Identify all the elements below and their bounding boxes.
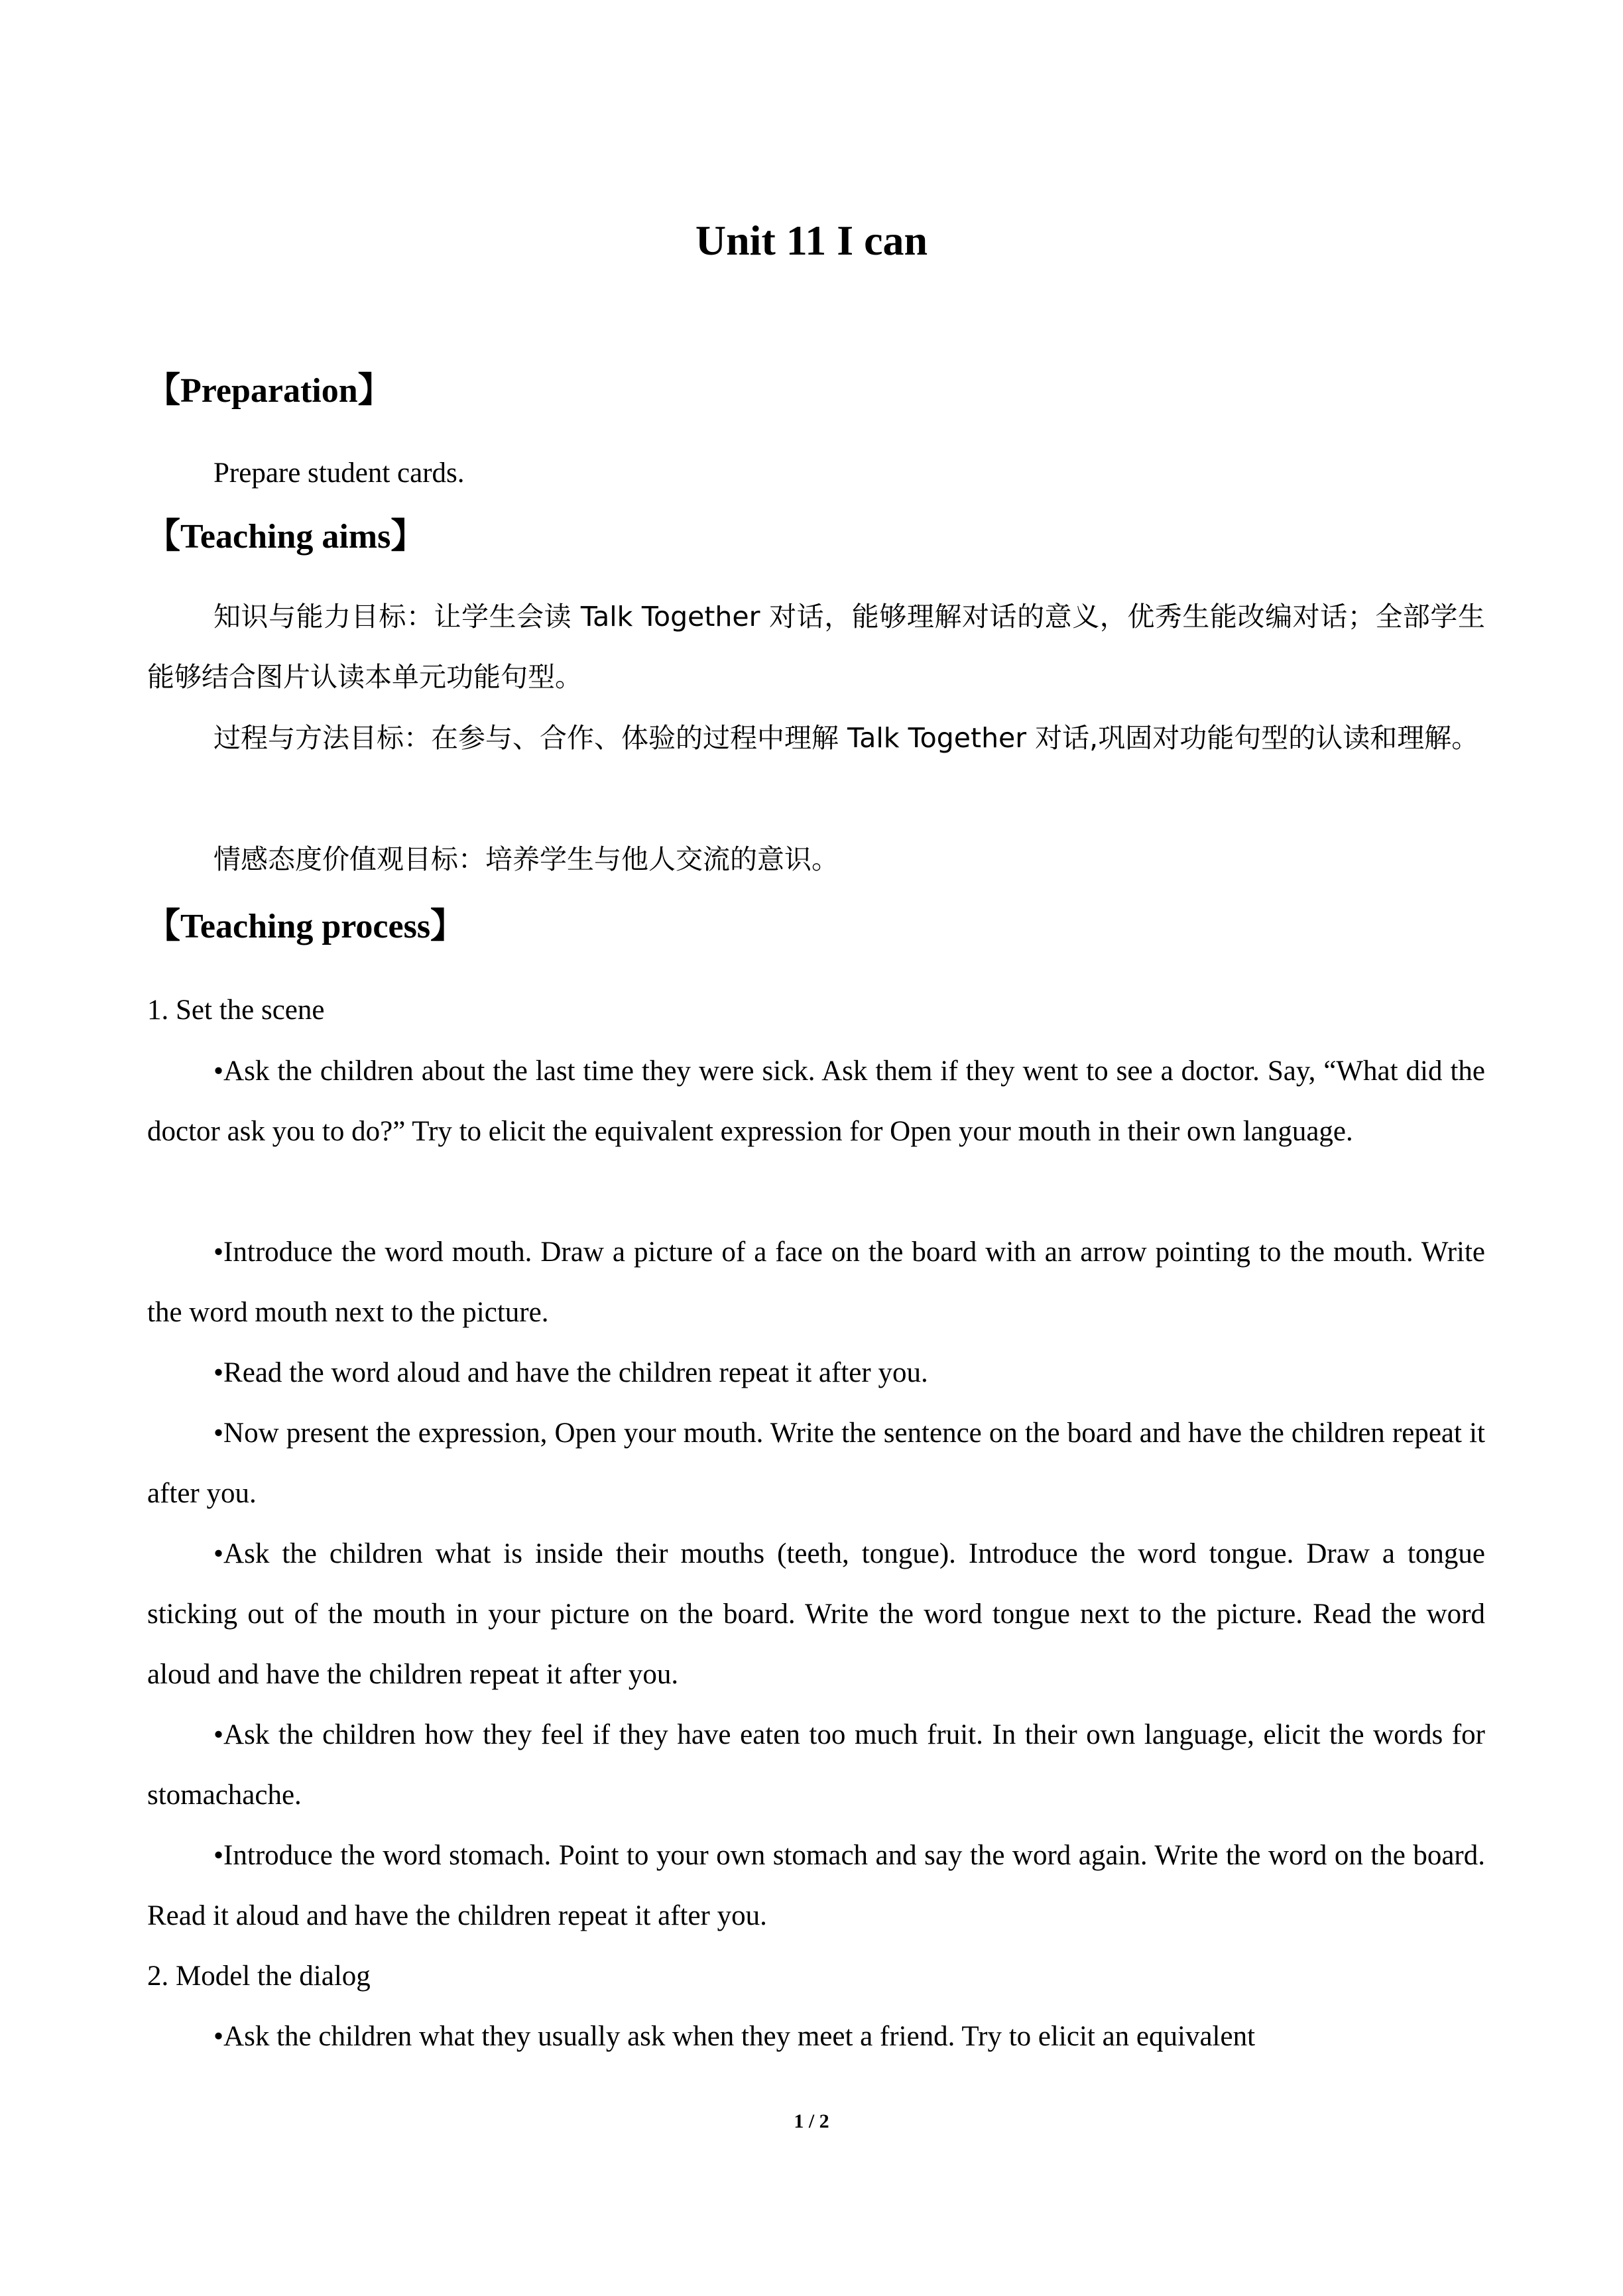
bullet-last-time-sick: •Ask the children about the last time they were sick. Ask them if they went to see a doctor. Say, “What did the doctor ask you to do?” Try to elicit the equivalent expression for Open your mouth in their own language. <box>147 1056 1485 1147</box>
aims-knowledge-paragraph: 知识与能力目标：让学生会读 Talk Together 对话，能够理解对话的意义，优秀生能改编对话；全部学生能够结合图片认读本单元功能句型。 <box>147 601 1485 693</box>
teaching-aims-heading: 【Teaching aims】 <box>146 518 426 556</box>
bullet-introduce-tongue: •Ask the children what is inside their mouths (teeth, tongue). Introduce the word tongue. Draw a tongue sticking out of the mouth in your picture on the board. Write the word tongue next to the picture. Read the word aloud and have the children repeat it after you. <box>147 1538 1485 1690</box>
preparation-heading: 【Preparation】 <box>146 372 392 410</box>
bullet-read-word-aloud: •Read the word aloud and have the children repeat it after you. <box>213 1357 928 1388</box>
teaching-process-heading: 【Teaching process】 <box>146 908 465 945</box>
bullet-introduce-stomach: •Introduce the word stomach. Point to your own stomach and say the word again. Write the word on the board. Read it aloud and have the children repeat it after you. <box>147 1840 1485 1931</box>
preparation-text: Prepare student cards. <box>213 457 465 489</box>
page-number: 1 / 2 <box>794 2110 829 2132</box>
step-set-the-scene: 1. Set the scene <box>147 995 325 1026</box>
step-model-the-dialog: 2. Model the dialog <box>147 1961 371 1992</box>
page-title: Unit 11 I can <box>695 217 928 264</box>
bullet-introduce-mouth: •Introduce the word mouth. Draw a picture of a face on the board with an arrow pointing to the mouth. Write the word mouth next to the picture. <box>147 1237 1485 1328</box>
bullet-open-your-mouth: •Now present the expression, Open your mouth. Write the sentence on the board and have the children repeat it after you. <box>147 1418 1485 1509</box>
aims-process-paragraph: 过程与方法目标：在参与、合作、体验的过程中理解 Talk Together 对话,巩固对功能句型的认读和理解。 <box>213 722 1479 754</box>
bullet-meet-a-friend: •Ask the children what they usually ask when they meet a friend. Try to elicit an equivalent <box>213 2021 1256 2052</box>
bullet-stomachache: •Ask the children how they feel if they have eaten too much fruit. In their own language, elicit the words for stomachache. <box>147 1719 1485 1811</box>
aims-attitude-paragraph: 情感态度价值观目标：培养学生与他人交流的意识。 <box>213 843 839 875</box>
